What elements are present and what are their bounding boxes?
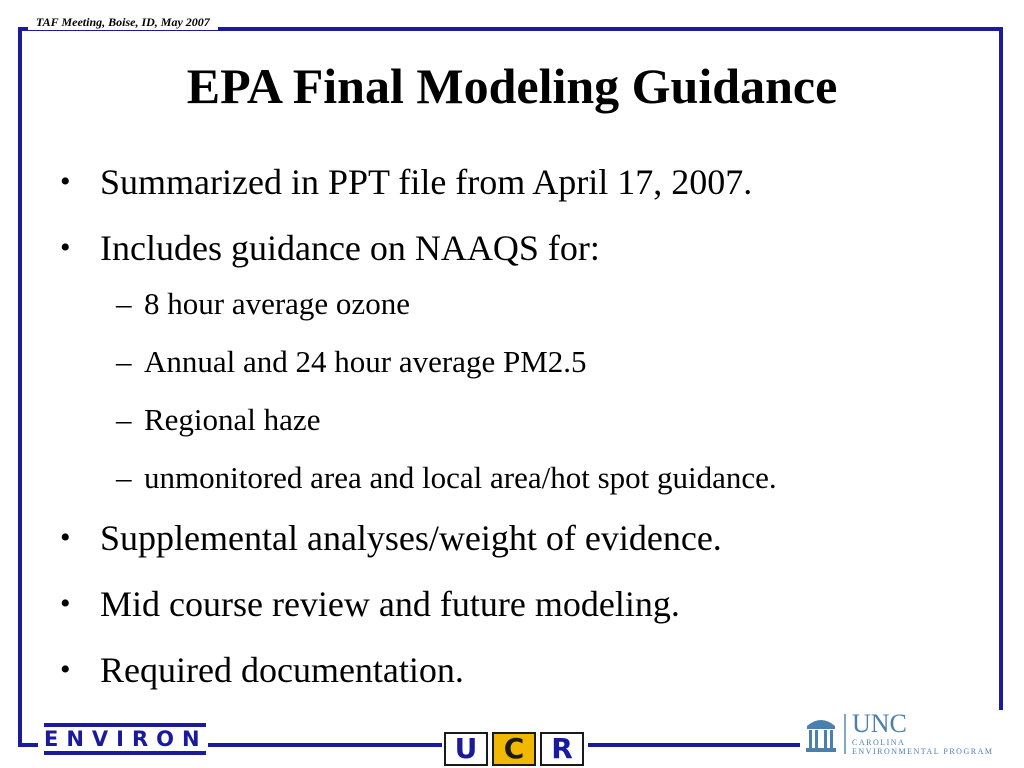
bullet-icon: • — [60, 521, 71, 554]
bullet-text: Required documentation. — [100, 650, 464, 690]
unc-logo — [800, 710, 1010, 758]
bullet-icon: • — [60, 231, 71, 264]
unc-logo-title: UNC — [852, 709, 907, 738]
bullet-item — [56, 226, 996, 270]
bullet-item — [56, 516, 996, 560]
ucr-logo — [442, 730, 588, 768]
bullet-item — [56, 160, 996, 204]
environ-logo-text: ENVIRON — [44, 727, 208, 751]
logo-bar — [44, 751, 206, 755]
sub-bullet-text: 8 hour average ozone — [144, 286, 410, 321]
ucr-letter-u: U — [444, 732, 488, 766]
bullet-text: Mid course review and future modeling. — [100, 584, 680, 624]
sub-bullet-list — [56, 284, 996, 498]
logo-divider — [844, 714, 846, 754]
slide-title: EPA Final Modeling Guidance — [186, 58, 838, 114]
unc-logo-line2: ENVIRONMENTAL PROGRAM — [852, 747, 994, 756]
dash-icon: – — [116, 286, 132, 321]
sub-bullet-item — [56, 458, 996, 498]
unc-logo-line1: CAROLINA — [852, 738, 906, 747]
dash-icon: – — [116, 402, 132, 437]
bullet-item — [56, 582, 996, 626]
sub-bullet-text: Annual and 24 hour average PM2.5 — [144, 344, 587, 379]
bullet-text: Supplemental analyses/weight of evidence. — [100, 518, 722, 558]
sub-bullet-text: Regional haze — [144, 402, 321, 437]
sub-bullet-item — [56, 342, 996, 382]
bullet-text: Summarized in PPT file from April 17, 2007. — [100, 162, 753, 202]
environ-logo — [38, 720, 208, 756]
sub-bullet-item — [56, 284, 996, 324]
slide-content — [56, 160, 996, 714]
meeting-note: TAF Meeting, Boise, ID, May 2007 — [28, 14, 218, 30]
ucr-letter-c: C — [492, 732, 536, 766]
bullet-icon: • — [60, 587, 71, 620]
bullet-text: Includes guidance on NAAQS for: — [100, 228, 600, 268]
bullet-item — [56, 648, 996, 692]
dash-icon: – — [116, 460, 132, 495]
sub-bullet-item — [56, 400, 996, 440]
ucr-letter-r: R — [540, 732, 584, 766]
bullet-icon: • — [60, 653, 71, 686]
old-well-icon — [804, 714, 838, 754]
dash-icon: – — [116, 344, 132, 379]
sub-bullet-text: unmonitored area and local area/hot spot guidance. — [144, 460, 777, 495]
bullet-icon: • — [60, 165, 71, 198]
